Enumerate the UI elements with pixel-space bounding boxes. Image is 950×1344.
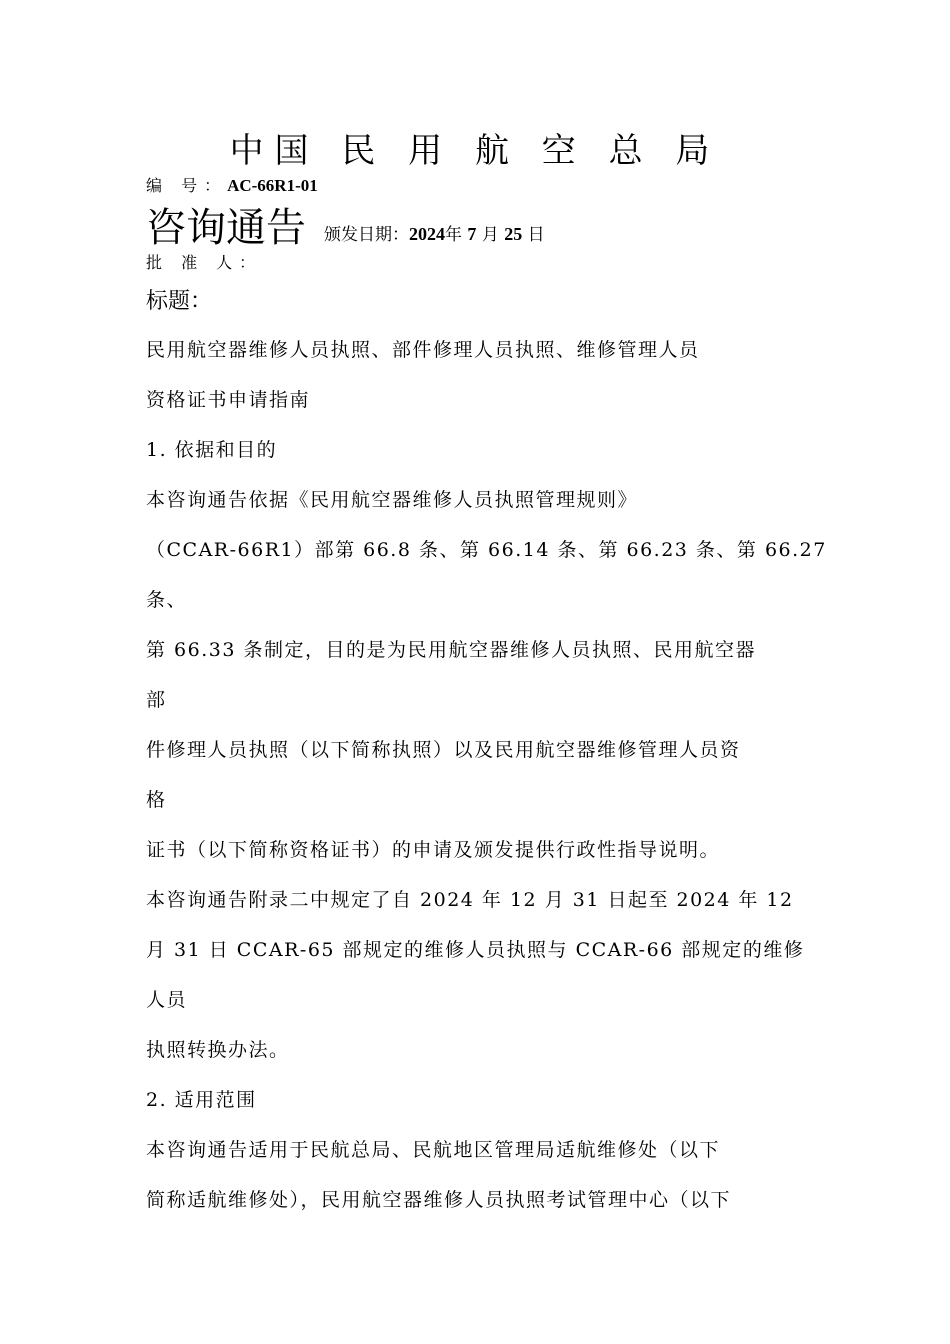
body-line: 格 <box>146 789 167 811</box>
issue-day: 25 <box>504 224 523 244</box>
subject-label: 标题： <box>146 289 213 314</box>
approver-label: 批 准 人： <box>146 253 263 272</box>
body-line: 人员 <box>146 989 188 1011</box>
body-line: 资格证书申请指南 <box>146 389 311 411</box>
doc-type-row <box>146 204 545 252</box>
issue-year: 2024 <box>409 224 445 244</box>
body-line: 件修理人员执照（以下简称执照）以及民用航空器维修管理人员资 <box>146 739 741 761</box>
issuing-authority-title: 中国 民 用 航 空 总 局 <box>229 131 721 171</box>
section-heading: 2. 适用范围 <box>146 1089 257 1111</box>
body-line: 本咨询通告附录二中规定了自 2024 年 12 月 31 日起至 2024 年 12 <box>146 889 794 911</box>
body-line: 月 31 日 CCAR-65 部规定的维修人员执照与 CCAR-66 部规定的维修 <box>146 939 805 961</box>
body-line: 民用航空器维修人员执照、部件修理人员执照、维修管理人员 <box>146 339 700 361</box>
section-heading: 1. 依据和目的 <box>146 439 278 461</box>
body-line: 执照转换办法。 <box>146 1039 290 1061</box>
body-line: 证书（以下简称资格证书）的申请及颁发提供行政性指导说明。 <box>146 839 721 861</box>
body-line: 本咨询通告依据《民用航空器维修人员执照管理规则》 <box>146 489 639 511</box>
body-line: 本咨询通告适用于民航总局、民航地区管理局适航维修处（以下 <box>146 1139 721 1161</box>
body-line: 第 66.33 条制定，目的是为民用航空器维修人员执照、民用航空器 <box>146 639 756 661</box>
body-text <box>146 330 826 1230</box>
body-line: （CCAR-66R1）部第 66.8 条、第 66.14 条、第 66.23 条、第 66.27 <box>146 539 827 561</box>
issue-date-label: 颁发日期： <box>324 225 409 245</box>
document-type: 咨询通告 <box>146 205 306 251</box>
issue-month: 7 <box>467 224 477 244</box>
issue-month-unit: 月 <box>481 225 499 245</box>
issue-date <box>324 225 545 245</box>
document-number-label: 编 号： <box>146 176 228 195</box>
document-number-value: AC-66R1-01 <box>227 176 318 195</box>
body-line: 简称适航维修处），民用航空器维修人员执照考试管理中心（以下 <box>146 1189 732 1211</box>
approver <box>146 253 262 273</box>
body-line: 部 <box>146 689 167 711</box>
issue-day-unit: 日 <box>527 225 545 245</box>
document-number <box>146 176 318 196</box>
body-line: 条、 <box>146 589 188 611</box>
issue-year-unit: 年 <box>445 225 462 245</box>
